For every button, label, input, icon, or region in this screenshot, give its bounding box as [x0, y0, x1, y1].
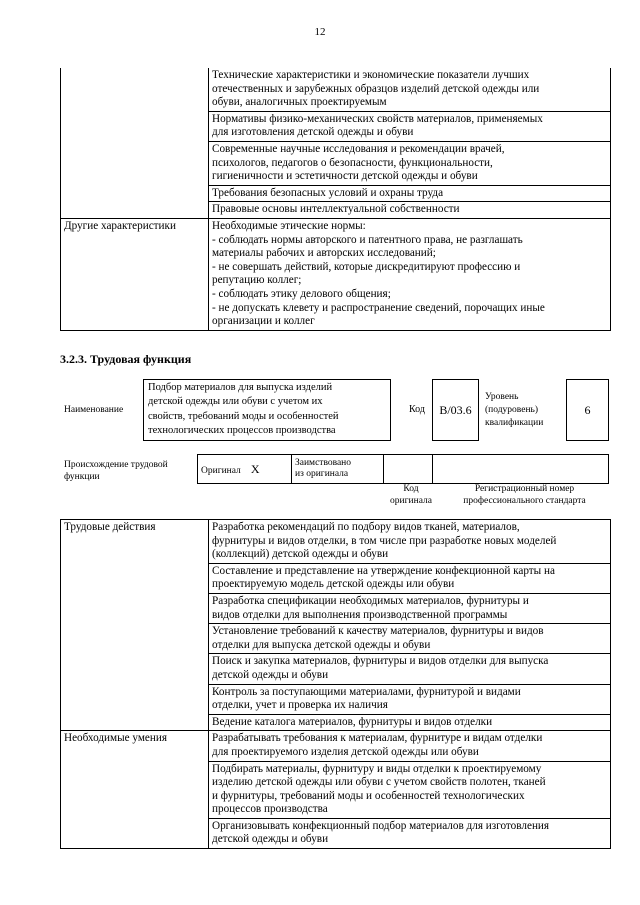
table-row: [198, 455, 609, 484]
cell-line: Разрабатывать требования к материалам, фурнитуре и видам отделки: [212, 732, 543, 745]
caption-code: [384, 483, 438, 507]
borrowed-label-line: Заимствовано: [295, 458, 352, 468]
cell-line: Подбирать материалы, фурнитуру и виды отделки к проектируемому: [212, 762, 542, 775]
row-label: Необходимые умения: [61, 731, 209, 849]
cell-line: - не совершать действий, которые дискредитируют профессию и: [212, 260, 521, 273]
cell-line: изделию детской одежды или обуви с учетом свойств полотен, тканей: [212, 776, 546, 789]
code-label: Код: [409, 404, 425, 415]
action-item: [209, 624, 611, 654]
cell-line: Поиск и закупка материалов, фурнитуры и видов отделки для выпуска: [212, 655, 549, 668]
cell-line: для проектируемого изделия детской одежды или обуви: [212, 745, 479, 758]
skill-item: [209, 818, 611, 848]
origin-label-line: функции: [64, 472, 100, 482]
cell-line: Установление требований к качеству материалов, фурнитуры и видов: [212, 625, 544, 638]
cell-line: Составление и представление на утверждение конфекционной карты на: [212, 564, 555, 577]
origin-code-cell: [384, 455, 433, 484]
section-heading: 3.2.3. Трудовая функция: [60, 352, 192, 366]
level-label-line: (подуровень): [485, 405, 539, 415]
caption-line: Код: [403, 484, 419, 494]
cell-line: Организовывать конфекционный подбор материалов для изготовления: [212, 819, 550, 832]
name-line: свойств, требований моды и особенностей: [148, 410, 339, 422]
action-item: [209, 684, 611, 714]
table-row: [61, 218, 611, 330]
level-label: [485, 391, 543, 430]
row-label: Трудовые действия: [61, 520, 209, 731]
skill-item: [209, 731, 611, 761]
borrowed-cell: [292, 455, 384, 484]
original-mark: X: [250, 461, 260, 476]
cell-line: проектируемую модель детской одежды или обуви: [212, 578, 455, 591]
origin-label-line: Происхождение трудовой: [64, 460, 168, 470]
cell-line: детской одежды и обуви: [212, 833, 329, 846]
name-line: Подбор материалов для выпуска изделий: [148, 382, 333, 393]
cell-line: фурнитуры и видов отделки, в том числе при разработке новых моделей: [212, 534, 557, 547]
cell-line: (коллекций) детской одежды и обуви: [212, 548, 389, 561]
action-item: [209, 593, 611, 623]
action-item: [209, 520, 611, 564]
knowledge-item: [209, 68, 611, 111]
cell-line: Разработка спецификации необходимых материалов, фурнитуры и: [212, 594, 529, 607]
cell-line: репутацию коллег;: [212, 274, 302, 287]
cell-line: Разработка рекомендаций по подбору видов тканей, материалов,: [212, 521, 520, 533]
cell-line: Правовые основы интеллектуальной собственности: [212, 203, 460, 216]
cell-line: - соблюдать нормы авторского и патентного права, не разглашать: [212, 233, 523, 246]
knowledge-item: [209, 202, 611, 219]
other-characteristics: [209, 218, 611, 330]
code-value: В/03.6: [432, 379, 479, 441]
level-value: 6: [566, 379, 609, 441]
knowledge-item: [209, 141, 611, 185]
knowledge-table: [60, 68, 611, 331]
level-label-line: квалификации: [485, 418, 544, 428]
cell-line: Необходимые этические нормы:: [212, 219, 366, 232]
function-name-box: [143, 379, 391, 441]
caption-line: оригинала: [390, 496, 432, 506]
caption-line: профессионального стандарта: [463, 496, 586, 506]
cell-line: Технические характеристики и экономические показатели лучших: [212, 69, 530, 81]
level-label-line: Уровень: [485, 392, 519, 402]
cell-line: Нормативы физико-механических свойств материалов, применяемых: [212, 112, 543, 125]
action-item: [209, 654, 611, 684]
work-function-table: [60, 519, 611, 849]
cell-line: организации и коллег: [212, 315, 315, 328]
registration-number-cell: [433, 455, 609, 484]
original-cell: [198, 455, 292, 484]
cell-line: видов отделки для выполнения производственной программы: [212, 608, 508, 621]
cell-line: психологов, педагогов о безопасности, функциональности,: [212, 156, 493, 169]
cell-line: отечественных и зарубежных образцов изделий детской одежды или: [212, 82, 540, 95]
name-line: технологических процессов производства: [148, 424, 336, 436]
empty-label-cell: [61, 68, 209, 218]
name-label: Наименование: [64, 405, 124, 415]
cell-line: для изготовления детской одежды и обуви: [212, 126, 414, 139]
cell-line: детской одежды и обуви: [212, 668, 329, 681]
cell-line: и фурнитуры, требований моды и особенностей технологических: [212, 789, 525, 802]
action-item: [209, 714, 611, 731]
origin-label: [64, 459, 168, 483]
knowledge-item: [209, 111, 611, 141]
borrowed-label-line: из оригинала: [295, 469, 349, 479]
cell-line: Ведение каталога материалов, фурнитуры и видов отделки: [212, 715, 493, 728]
table-row: [61, 520, 611, 564]
name-line: детской одежды или обуви с учетом их: [148, 396, 323, 408]
row-label: Другие характеристики: [61, 218, 209, 330]
skill-item: [209, 761, 611, 818]
cell-line: - соблюдать этику делового общения;: [212, 287, 391, 300]
page-number: 12: [314, 26, 326, 38]
table-row: [61, 731, 611, 761]
cell-line: Требования безопасных условий и охраны труда: [212, 186, 444, 199]
cell-line: Контроль за поступающими материалами, фурнитурой и видами: [212, 685, 521, 698]
cell-line: обуви, аналогичных проектируемым: [212, 96, 387, 109]
caption-registration: [440, 483, 609, 507]
cell-line: материалы рабочих и авторских исследований;: [212, 247, 436, 260]
table-row: [61, 68, 611, 111]
cell-line: отделки для выпуска детской одежды и обуви: [212, 638, 431, 651]
original-label: Оригинал: [201, 465, 241, 476]
cell-line: процессов производства: [212, 803, 328, 816]
cell-line: гигиеничности и эстетичности детской одежды и обуви: [212, 170, 478, 183]
knowledge-item: [209, 185, 611, 202]
cell-line: - не допускать клевету и распространение сведений, порочащих иные: [212, 301, 545, 314]
cell-line: Современные научные исследования и рекомендации врачей,: [212, 142, 505, 155]
action-item: [209, 563, 611, 593]
cell-line: отделки, учет и проверка их наличия: [212, 699, 388, 712]
origin-table: [197, 454, 609, 484]
caption-line: Регистрационный номер: [474, 484, 575, 494]
